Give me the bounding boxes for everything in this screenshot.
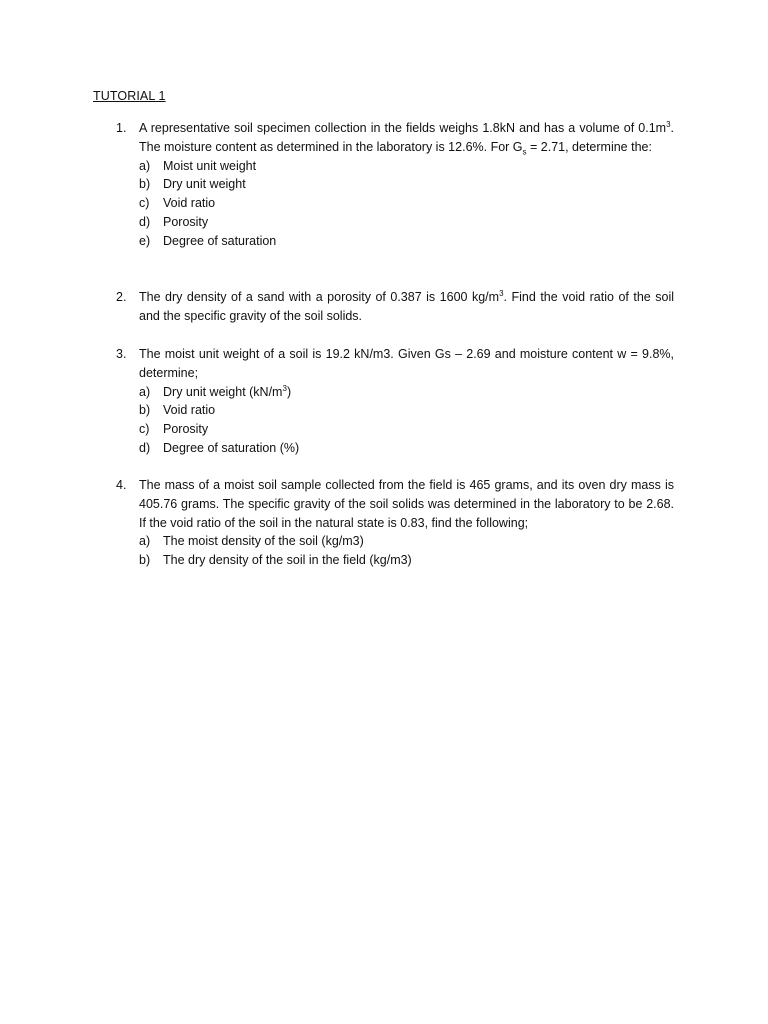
question-number: 3. xyxy=(116,347,127,361)
sub-question-list xyxy=(139,383,674,458)
sub-question-letter: b) xyxy=(139,177,151,192)
sub-question xyxy=(139,401,674,420)
question-text: The moist unit weight of a soil is 19.2 kN/m3. Given Gs – 2.69 and moisture content w = 9.8%, determine; xyxy=(139,347,674,380)
sub-question xyxy=(139,194,674,213)
question-1 xyxy=(116,119,674,251)
sub-question xyxy=(139,420,674,439)
sub-question-text: The moist density of the soil (kg/m3) xyxy=(163,534,364,549)
question-4 xyxy=(116,476,674,570)
question-2 xyxy=(116,288,674,326)
sub-question xyxy=(139,175,674,194)
sub-question xyxy=(139,439,674,458)
sub-question-text: The dry density of the soil in the field (kg/m3) xyxy=(163,553,412,568)
sub-question-letter: c) xyxy=(139,422,150,437)
sub-question-letter: b) xyxy=(139,403,151,418)
question-text: The mass of a moist soil sample collected from the field is 465 grams, and its oven dry mass is 405.76 grams. The specific gravity of the soil solids was determined in the laboratory to be 2.68. If the void ratio of the soil in the natural state is 0.83, find the following; xyxy=(139,478,674,530)
sub-question xyxy=(139,383,674,402)
sub-question-text: Porosity xyxy=(163,214,209,229)
question-number: 1. xyxy=(116,121,127,135)
document-title: TUTORIAL 1 xyxy=(93,89,166,103)
sub-question-letter: b) xyxy=(139,553,151,568)
question-3 xyxy=(116,345,674,458)
sub-question xyxy=(139,551,674,570)
sub-question-letter: a) xyxy=(139,158,151,173)
sub-question-list xyxy=(139,157,674,251)
question-text: A representative soil specimen collection in the fields weighs 1.8kN and has a volume of $0.1m^3$. The moisture content as determined in the laboratory is 12.6%. For $G_s = 2.71$, determine the: xyxy=(139,119,674,157)
question-number: 4. xyxy=(116,478,127,492)
sub-question-text: Void ratio xyxy=(163,196,216,211)
sub-question-letter: a) xyxy=(139,384,151,399)
sub-question-text: Degree of saturation xyxy=(163,233,277,248)
sub-question xyxy=(139,232,674,251)
sub-question xyxy=(139,532,674,551)
sub-question-letter: e) xyxy=(139,233,151,248)
sub-question-list xyxy=(139,532,674,570)
sub-question xyxy=(139,157,674,176)
sub-question-text: Dry unit weight xyxy=(163,177,246,192)
sub-question-text: Void ratio xyxy=(163,403,216,418)
sub-question-text: Porosity xyxy=(163,422,209,437)
sub-question-letter: d) xyxy=(139,214,151,229)
sub-question-letter: c) xyxy=(139,196,150,211)
question-text: The dry density of a sand with a porosity of 0.387 is 1600 $kg/m^3$. Find the void ratio of the soil and the specific gravity of the soil solids. xyxy=(139,288,675,323)
sub-question-letter: d) xyxy=(139,440,151,455)
sub-question-text: Degree of saturation (%) xyxy=(163,440,300,455)
sub-question xyxy=(139,213,674,232)
sub-question-text: Dry unit weight $(kN/m^3)$ xyxy=(163,383,292,399)
sub-question-text: Moist unit weight xyxy=(163,158,257,173)
question-number: 2. xyxy=(116,290,127,304)
sub-question-letter: a) xyxy=(139,534,151,549)
